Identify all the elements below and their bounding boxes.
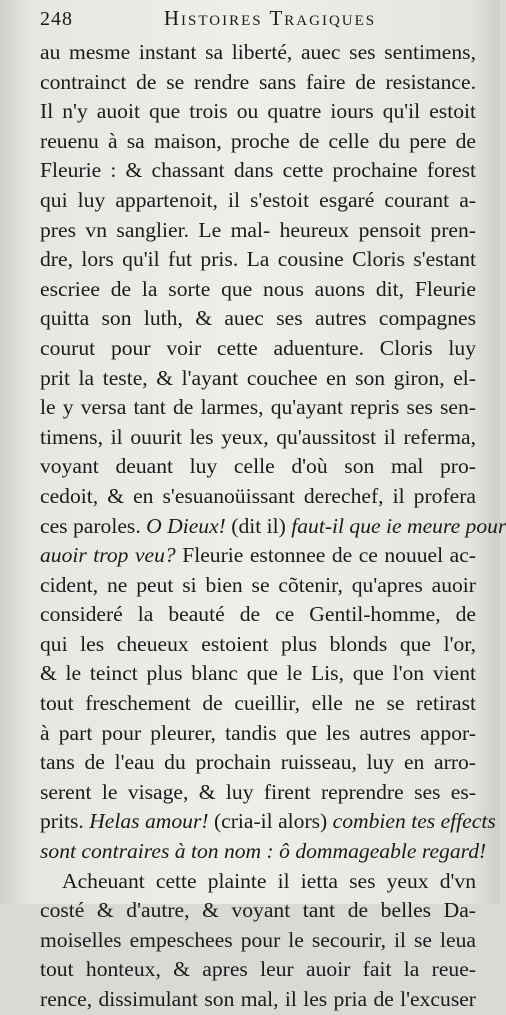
text-line [40, 275, 476, 305]
text-line [40, 156, 476, 186]
italic-run: sont contraires à ton nom : ô dommageable regard! [40, 839, 487, 864]
text-run: reuenu à sa maison, proche de celle du pere de [40, 128, 476, 153]
text-run: voyant deuant luy celle d'où son mal pro- [40, 454, 476, 479]
text-line [40, 127, 476, 157]
text-run: au mesme instant sa liberté, auec ses sentimens, [40, 40, 476, 64]
text-run: (dit il) [225, 513, 292, 538]
text-run: le y versa tant de larmes, qu'ayant repris ses sen- [40, 395, 476, 420]
text-line [40, 186, 476, 216]
text-run: tout freschement de cueillir, elle ne se retirast [40, 691, 476, 716]
text-line [40, 867, 476, 897]
text-line [40, 452, 476, 482]
text-line [40, 837, 487, 867]
text-line [40, 778, 476, 808]
text-line [40, 423, 476, 453]
text-line [40, 334, 476, 364]
text-run: courut pour voir cette aduenture. Cloris luy [40, 335, 476, 360]
text-line [40, 630, 476, 660]
text-run: Fleurie : & chassant dans cette prochaine forest [40, 158, 476, 183]
text-line [40, 600, 476, 630]
text-line [40, 97, 476, 127]
text-run: tans de l'eau du prochain ruisseau, luy en arro- [40, 750, 476, 775]
text-line [40, 659, 476, 689]
text-run: Il n'y auoit que trois ou quatre iours qu'il estoit [40, 99, 476, 124]
text-run: consideré la beauté de ce Gentil-homme, de [40, 602, 476, 627]
italic-run: faut-il que ie meure pour [291, 513, 506, 538]
text-run: escriee de la sorte que nous auons dit, Fleurie [40, 276, 476, 301]
text-run: contrainct de se rendre sans faire de resistance. [40, 69, 476, 94]
text-run: (cria-il alors) [208, 809, 333, 834]
body-text [40, 38, 506, 1015]
text-run: timens, il ouurit les yeux, qu'aussitost il referma, [40, 424, 476, 449]
text-line [40, 571, 476, 601]
text-line [40, 689, 476, 719]
text-line [40, 512, 506, 542]
text-run: dre, lors qu'il fut pris. La cousine Cloris s'estant [40, 247, 476, 272]
text-run: qui luy appartenoit, il s'estoit esgaré courant a- [40, 187, 476, 212]
text-run: moiselles empeschees pour le secourir, il se leua [40, 927, 476, 952]
text-run: serent le visage, & luy firent reprendre ses es- [40, 779, 476, 804]
text-run: Fleurie estonnee de ce nouuel ac- [175, 543, 476, 568]
text-run: & le teinct plus blanc que le Lis, que l'on vient [40, 661, 476, 686]
text-run: qui les cheueux estoient plus blonds que l'or, [40, 631, 476, 656]
text-run: prits. [40, 809, 90, 834]
text-run: à part pour pleurer, tandis que les autres appor- [40, 720, 476, 745]
text-line [40, 955, 476, 985]
text-line [40, 807, 496, 837]
text-line [40, 541, 476, 571]
text-line [40, 748, 476, 778]
page-number: 248 [40, 8, 73, 30]
text-run: tout honteux, & apres leur auoir fait la reue- [40, 957, 476, 982]
text-line [40, 393, 476, 423]
italic-run: O Dieux! [146, 513, 226, 538]
text-line [40, 896, 476, 926]
text-run: pres vn sanglier. Le mal- heureux pensoit pren- [40, 217, 476, 242]
running-head [40, 6, 476, 36]
italic-run: combien tes effects [332, 809, 496, 834]
text-run: rence, dissimulant son mal, il les pria de l'excuser [40, 987, 476, 1011]
text-line [40, 985, 476, 1015]
text-line [40, 926, 476, 956]
italic-run: Helas amour! [89, 809, 209, 834]
text-run: cident, ne peut si bien se cõtenir, qu'apres auoir [40, 572, 476, 597]
italic-run: auoir trop veu? [40, 543, 176, 568]
text-run: prit la teste, & l'ayant couchee en son giron, el- [40, 365, 476, 390]
running-title: Histoires Tragiques [163, 6, 377, 30]
text-line [40, 245, 476, 275]
text-line [40, 216, 476, 246]
text-run: ces paroles. [40, 513, 147, 538]
text-run: quitta son luth, & auec ses autres compagnes [40, 306, 476, 331]
text-line [40, 364, 476, 394]
text-run: Acheuant cette plainte il ietta ses yeux d'vn [62, 868, 476, 893]
text-line [40, 38, 476, 68]
text-line [40, 304, 476, 334]
text-line [40, 719, 476, 749]
text-run: costé & d'autre, & voyant tant de belles Da- [40, 898, 476, 923]
text-line [40, 68, 476, 98]
text-line [40, 482, 476, 512]
text-run: cedoit, & en s'esuanoüissant derechef, il profera [40, 483, 476, 508]
